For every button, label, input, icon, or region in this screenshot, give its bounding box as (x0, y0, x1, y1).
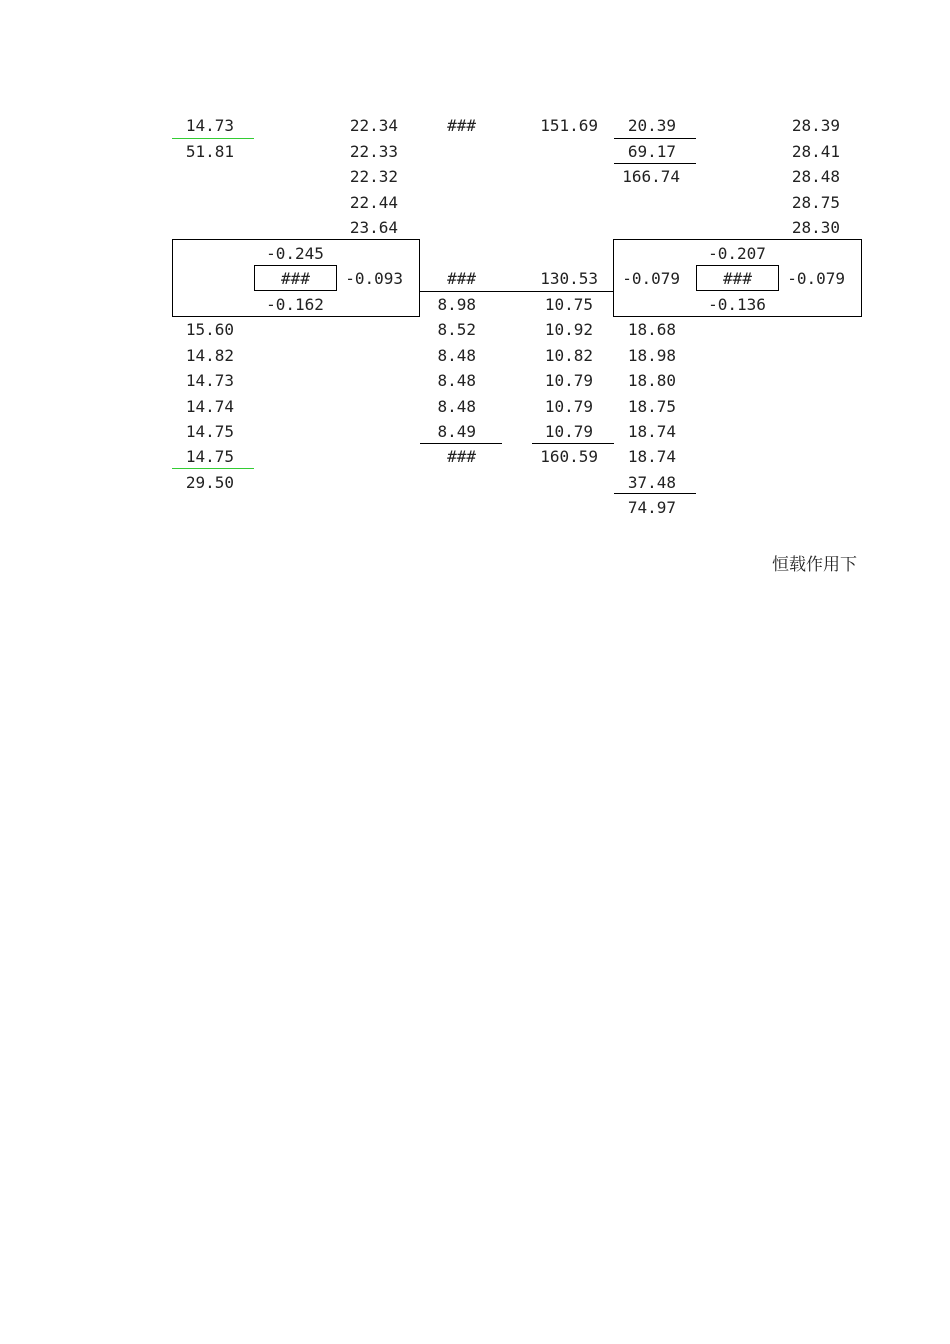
separator-line (614, 493, 696, 494)
col-e-bottom-value: 18.74 (627, 447, 676, 466)
col-d-bottom-value: 10.79 (544, 397, 593, 416)
col-d-bottom-value: 160.59 (540, 447, 598, 466)
col-a-top-value: 14.73 (185, 116, 234, 135)
col-c-bottom-value: 8.48 (437, 397, 476, 416)
left-joint-center-value: ### (281, 269, 310, 288)
col-e-bottom-value: 37.48 (627, 473, 676, 492)
col-a-bottom-value: 29.50 (185, 473, 234, 492)
col-a-bottom-value: 14.75 (185, 422, 234, 441)
col-b-top-value: 22.33 (349, 142, 398, 161)
col-e-bottom-value: 18.68 (627, 320, 676, 339)
col-e-top-value: 166.74 (622, 167, 680, 186)
separator-line (614, 163, 696, 164)
col-d-bottom-value: 10.75 (544, 295, 593, 314)
col-c-bottom-value: ### (447, 447, 476, 466)
col-f-top-value: 28.48 (791, 167, 840, 186)
col-e-top-value: 69.17 (627, 142, 676, 161)
separator-line (420, 443, 502, 444)
col-a-bottom-value: 14.74 (185, 397, 234, 416)
col-d-bottom-value: 10.92 (544, 320, 593, 339)
separator-line (532, 443, 614, 444)
right-joint-top-value: -0.207 (708, 244, 766, 263)
col-a-bottom-value: 14.73 (185, 371, 234, 390)
col-c-bottom-value: 8.98 (437, 295, 476, 314)
col-b-top-value: 22.44 (349, 193, 398, 212)
separator-line (172, 138, 254, 139)
col-f-top-value: 28.39 (791, 116, 840, 135)
col-b-top-value: 22.34 (349, 116, 398, 135)
col-e-bottom-value: 18.74 (627, 422, 676, 441)
col-d-bottom-value: 10.79 (544, 371, 593, 390)
right-joint-left-value: -0.079 (622, 269, 680, 288)
col-e-top-value: 20.39 (627, 116, 676, 135)
col-c-bottom-value: 8.48 (437, 346, 476, 365)
load-case-caption: 恒载作用下 (772, 555, 857, 575)
col-e-bottom-value: 18.75 (627, 397, 676, 416)
col-a-bottom-value: 14.82 (185, 346, 234, 365)
col-e-bottom-value: 74.97 (627, 498, 676, 517)
col-f-top-value: 28.30 (791, 218, 840, 237)
col-c-bottom-value: 8.49 (437, 422, 476, 441)
col-c-bottom-value: 8.52 (437, 320, 476, 339)
right-joint-right-value: -0.079 (787, 269, 845, 288)
col-f-top-value: 28.41 (791, 142, 840, 161)
left-joint-bottom-value: -0.162 (266, 295, 324, 314)
beam-col-c-value: ### (447, 269, 476, 288)
separator-line (614, 138, 696, 139)
left-joint-top-value: -0.245 (266, 244, 324, 263)
beam-col-d-value: 130.53 (540, 269, 598, 288)
beam-line (420, 291, 614, 292)
separator-line (172, 468, 254, 469)
col-d-top-value: 151.69 (540, 116, 598, 135)
col-c-bottom-value: 8.48 (437, 371, 476, 390)
right-joint-bottom-value: -0.136 (708, 295, 766, 314)
col-e-bottom-value: 18.80 (627, 371, 676, 390)
col-b-top-value: 23.64 (349, 218, 398, 237)
right-joint-center-value: ### (723, 269, 752, 288)
col-f-top-value: 28.75 (791, 193, 840, 212)
col-a-top-value: 51.81 (185, 142, 234, 161)
col-a-bottom-value: 14.75 (185, 447, 234, 466)
col-d-bottom-value: 10.79 (544, 422, 593, 441)
col-a-bottom-value: 15.60 (185, 320, 234, 339)
col-b-top-value: 22.32 (349, 167, 398, 186)
col-c-top-value: ### (447, 116, 476, 135)
col-e-bottom-value: 18.98 (627, 346, 676, 365)
col-d-bottom-value: 10.82 (544, 346, 593, 365)
left-joint-right-value: -0.093 (345, 269, 403, 288)
